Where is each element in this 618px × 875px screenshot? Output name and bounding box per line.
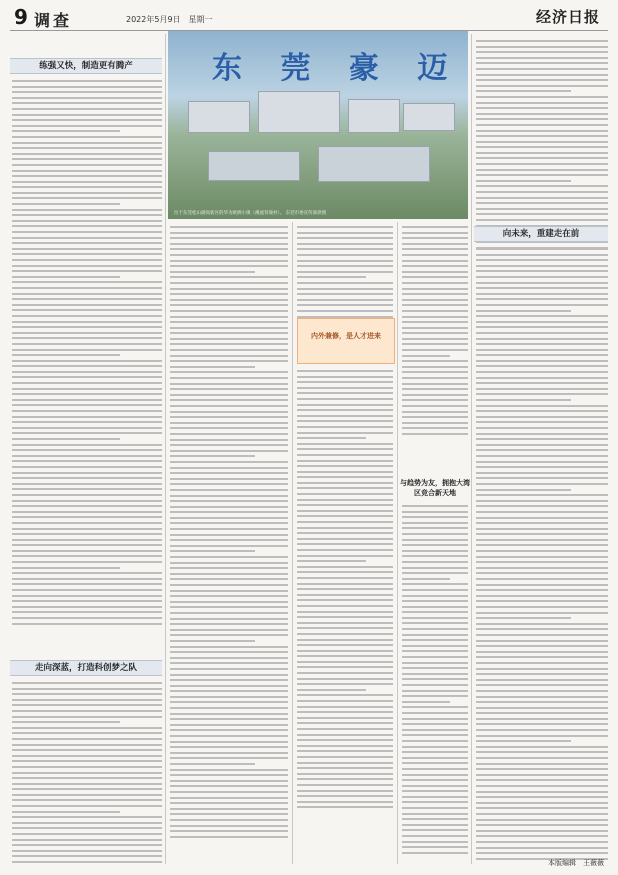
building-shape bbox=[318, 146, 430, 182]
column-divider bbox=[397, 222, 398, 864]
hero-title: 东 莞 豪 迈 bbox=[212, 51, 462, 86]
building-shape bbox=[208, 151, 300, 181]
headline-upper-left: 练强又快，制造更有腾产 bbox=[39, 61, 133, 71]
building-shape bbox=[258, 91, 340, 133]
page-header bbox=[10, 6, 608, 28]
newspaper-logo: 经济日报 bbox=[535, 8, 600, 26]
building-shape bbox=[348, 99, 400, 133]
editor-signature: 本版编辑 王薇薇 bbox=[548, 859, 604, 867]
article-text-left-upper bbox=[12, 80, 162, 628]
article-text-left-lower bbox=[12, 682, 162, 867]
section-title: 调查 bbox=[34, 11, 73, 30]
headline-right-lower: 与趋势为友，拥抱大湾区竞合新天地 bbox=[400, 479, 470, 497]
highlight-box bbox=[297, 318, 395, 364]
article-text-right-upper bbox=[476, 40, 608, 253]
column-divider bbox=[165, 34, 166, 864]
article-text-right bbox=[476, 248, 608, 863]
hero-photo bbox=[168, 31, 468, 219]
article-text-mid-lower bbox=[297, 370, 393, 812]
article-text-mid-right bbox=[402, 226, 468, 439]
hero-caption: 位于东莞松山湖高新区的华为欧洲小镇（溪流背坡村）。 东莞市委宣传部供图 bbox=[174, 211, 327, 216]
headline-bar-right bbox=[474, 226, 608, 242]
issue-date: 2022年5月9日 星期一 bbox=[126, 15, 213, 24]
article-text-mid-right-lower bbox=[402, 505, 468, 857]
headline-left-bottom: 走向深蓝，打造科创梦之队 bbox=[34, 663, 137, 673]
column-divider bbox=[292, 222, 293, 864]
building-shape bbox=[403, 103, 455, 131]
headline-bar-upper-left bbox=[10, 58, 162, 74]
article-text-mid-left bbox=[170, 226, 288, 841]
headline-bar-left-bottom bbox=[10, 660, 162, 676]
page-number: 9 bbox=[14, 5, 28, 29]
headline-mid-right: 内外兼修，是人才进来 bbox=[311, 332, 381, 340]
column-divider bbox=[471, 34, 472, 864]
building-shape bbox=[188, 101, 250, 133]
headline-right-upper: 向未来，重建走在前 bbox=[502, 229, 580, 239]
